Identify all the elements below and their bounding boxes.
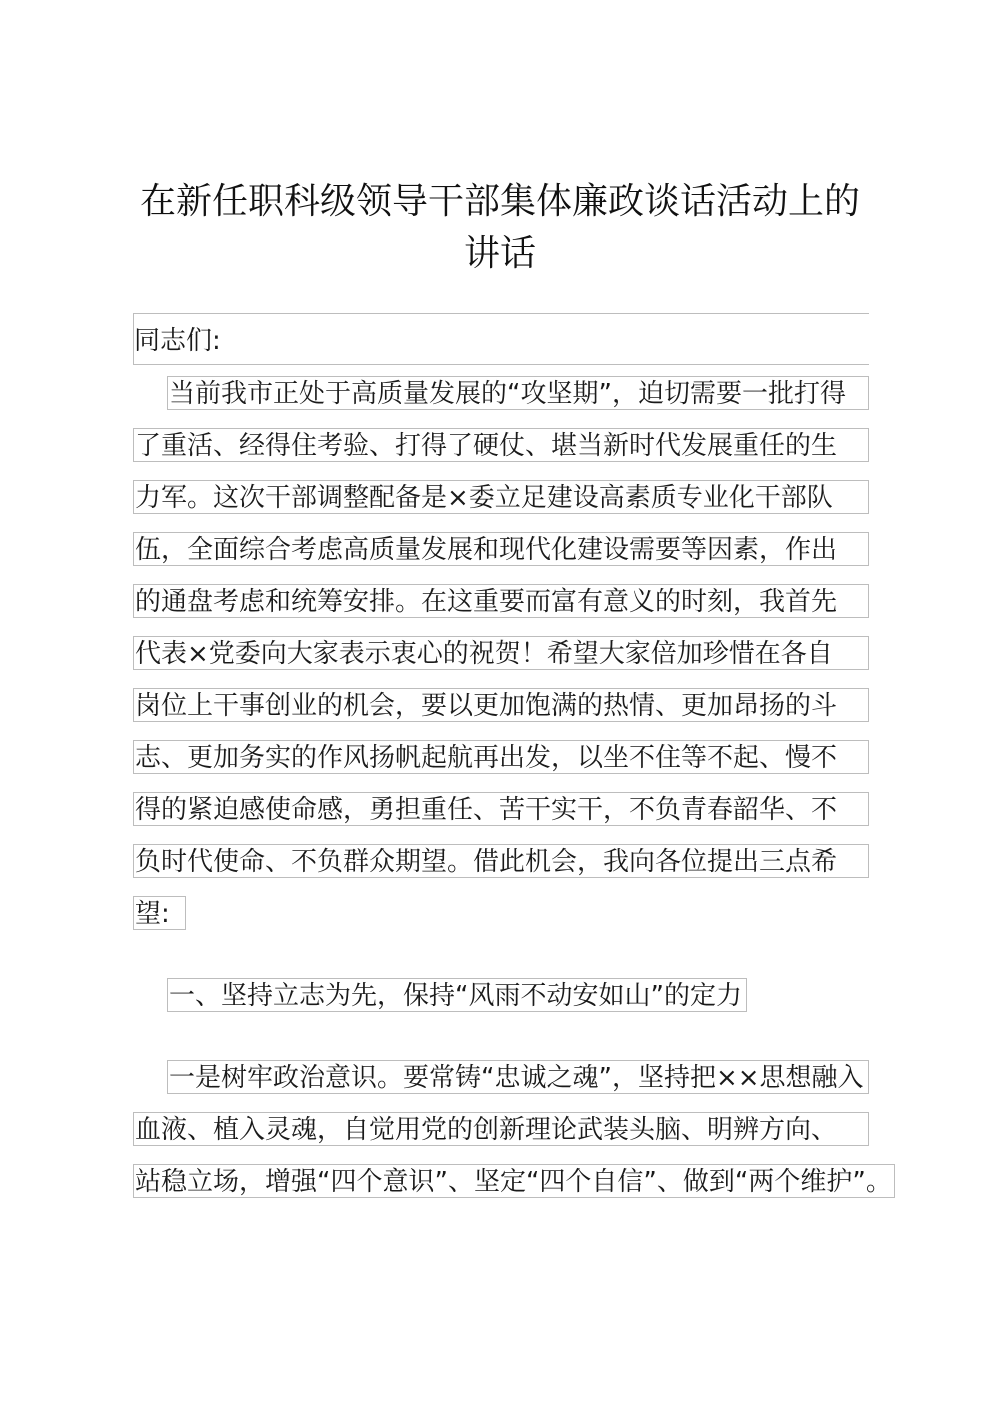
paragraph-1-line: 力军。这次干部调整配备是×委立足建设高素质专业化干部队 — [133, 480, 869, 514]
salutation-frame — [133, 313, 869, 365]
paragraph-1-line: 望: — [133, 896, 186, 930]
paragraph-1-line: 的通盘考虑和统筹安排。在这重要而富有意义的时刻，我首先 — [133, 584, 869, 618]
paragraph-2-line: 一是树牢政治意识。要常铸“忠诚之魂”，坚持把××思想融入 — [167, 1060, 869, 1094]
paragraph-1-line: 负时代使命、不负群众期望。借此机会，我向各位提出三点希 — [133, 844, 869, 878]
paragraph-1-line: 岗位上干事创业的机会，要以更加饱满的热情、更加昂扬的斗 — [133, 688, 869, 722]
paragraph-2-line: 血液、植入灵魂，自觉用党的创新理论武装头脑、明辨方向、 — [133, 1112, 869, 1146]
paragraph-1-line: 志、更加务实的作风扬帆起航再出发，以坐不住等不起、慢不 — [133, 740, 869, 774]
paragraph-1-line: 了重活、经得住考验、打得了硬仗、堪当新时代发展重任的生 — [133, 428, 869, 462]
document-title — [110, 176, 890, 280]
paragraph-2-line: 站稳立场，增强“四个意识”、坚定“四个自信”、做到“两个维护”。 — [133, 1164, 895, 1198]
title-line-1: 在新任职科级领导干部集体廉政谈话活动上的 — [139, 181, 860, 222]
title-line-2: 讲话 — [463, 233, 536, 274]
paragraph-1-line: 伍，全面综合考虑高质量发展和现代化建设需要等因素，作出 — [133, 532, 869, 566]
salutation: 同志们: — [134, 326, 221, 356]
paragraph-1-line: 代表×党委向大家表示衷心的祝贺！希望大家倍加珍惜在各自 — [133, 636, 869, 670]
paragraph-1-line: 当前我市正处于高质量发展的“攻坚期”，迫切需要一批打得 — [167, 376, 869, 410]
section-heading: 一、坚持立志为先，保持“风雨不动安如山”的定力 — [167, 978, 747, 1012]
paragraph-1-line: 得的紧迫感使命感，勇担重任、苦干实干，不负青春韶华、不 — [133, 792, 869, 826]
